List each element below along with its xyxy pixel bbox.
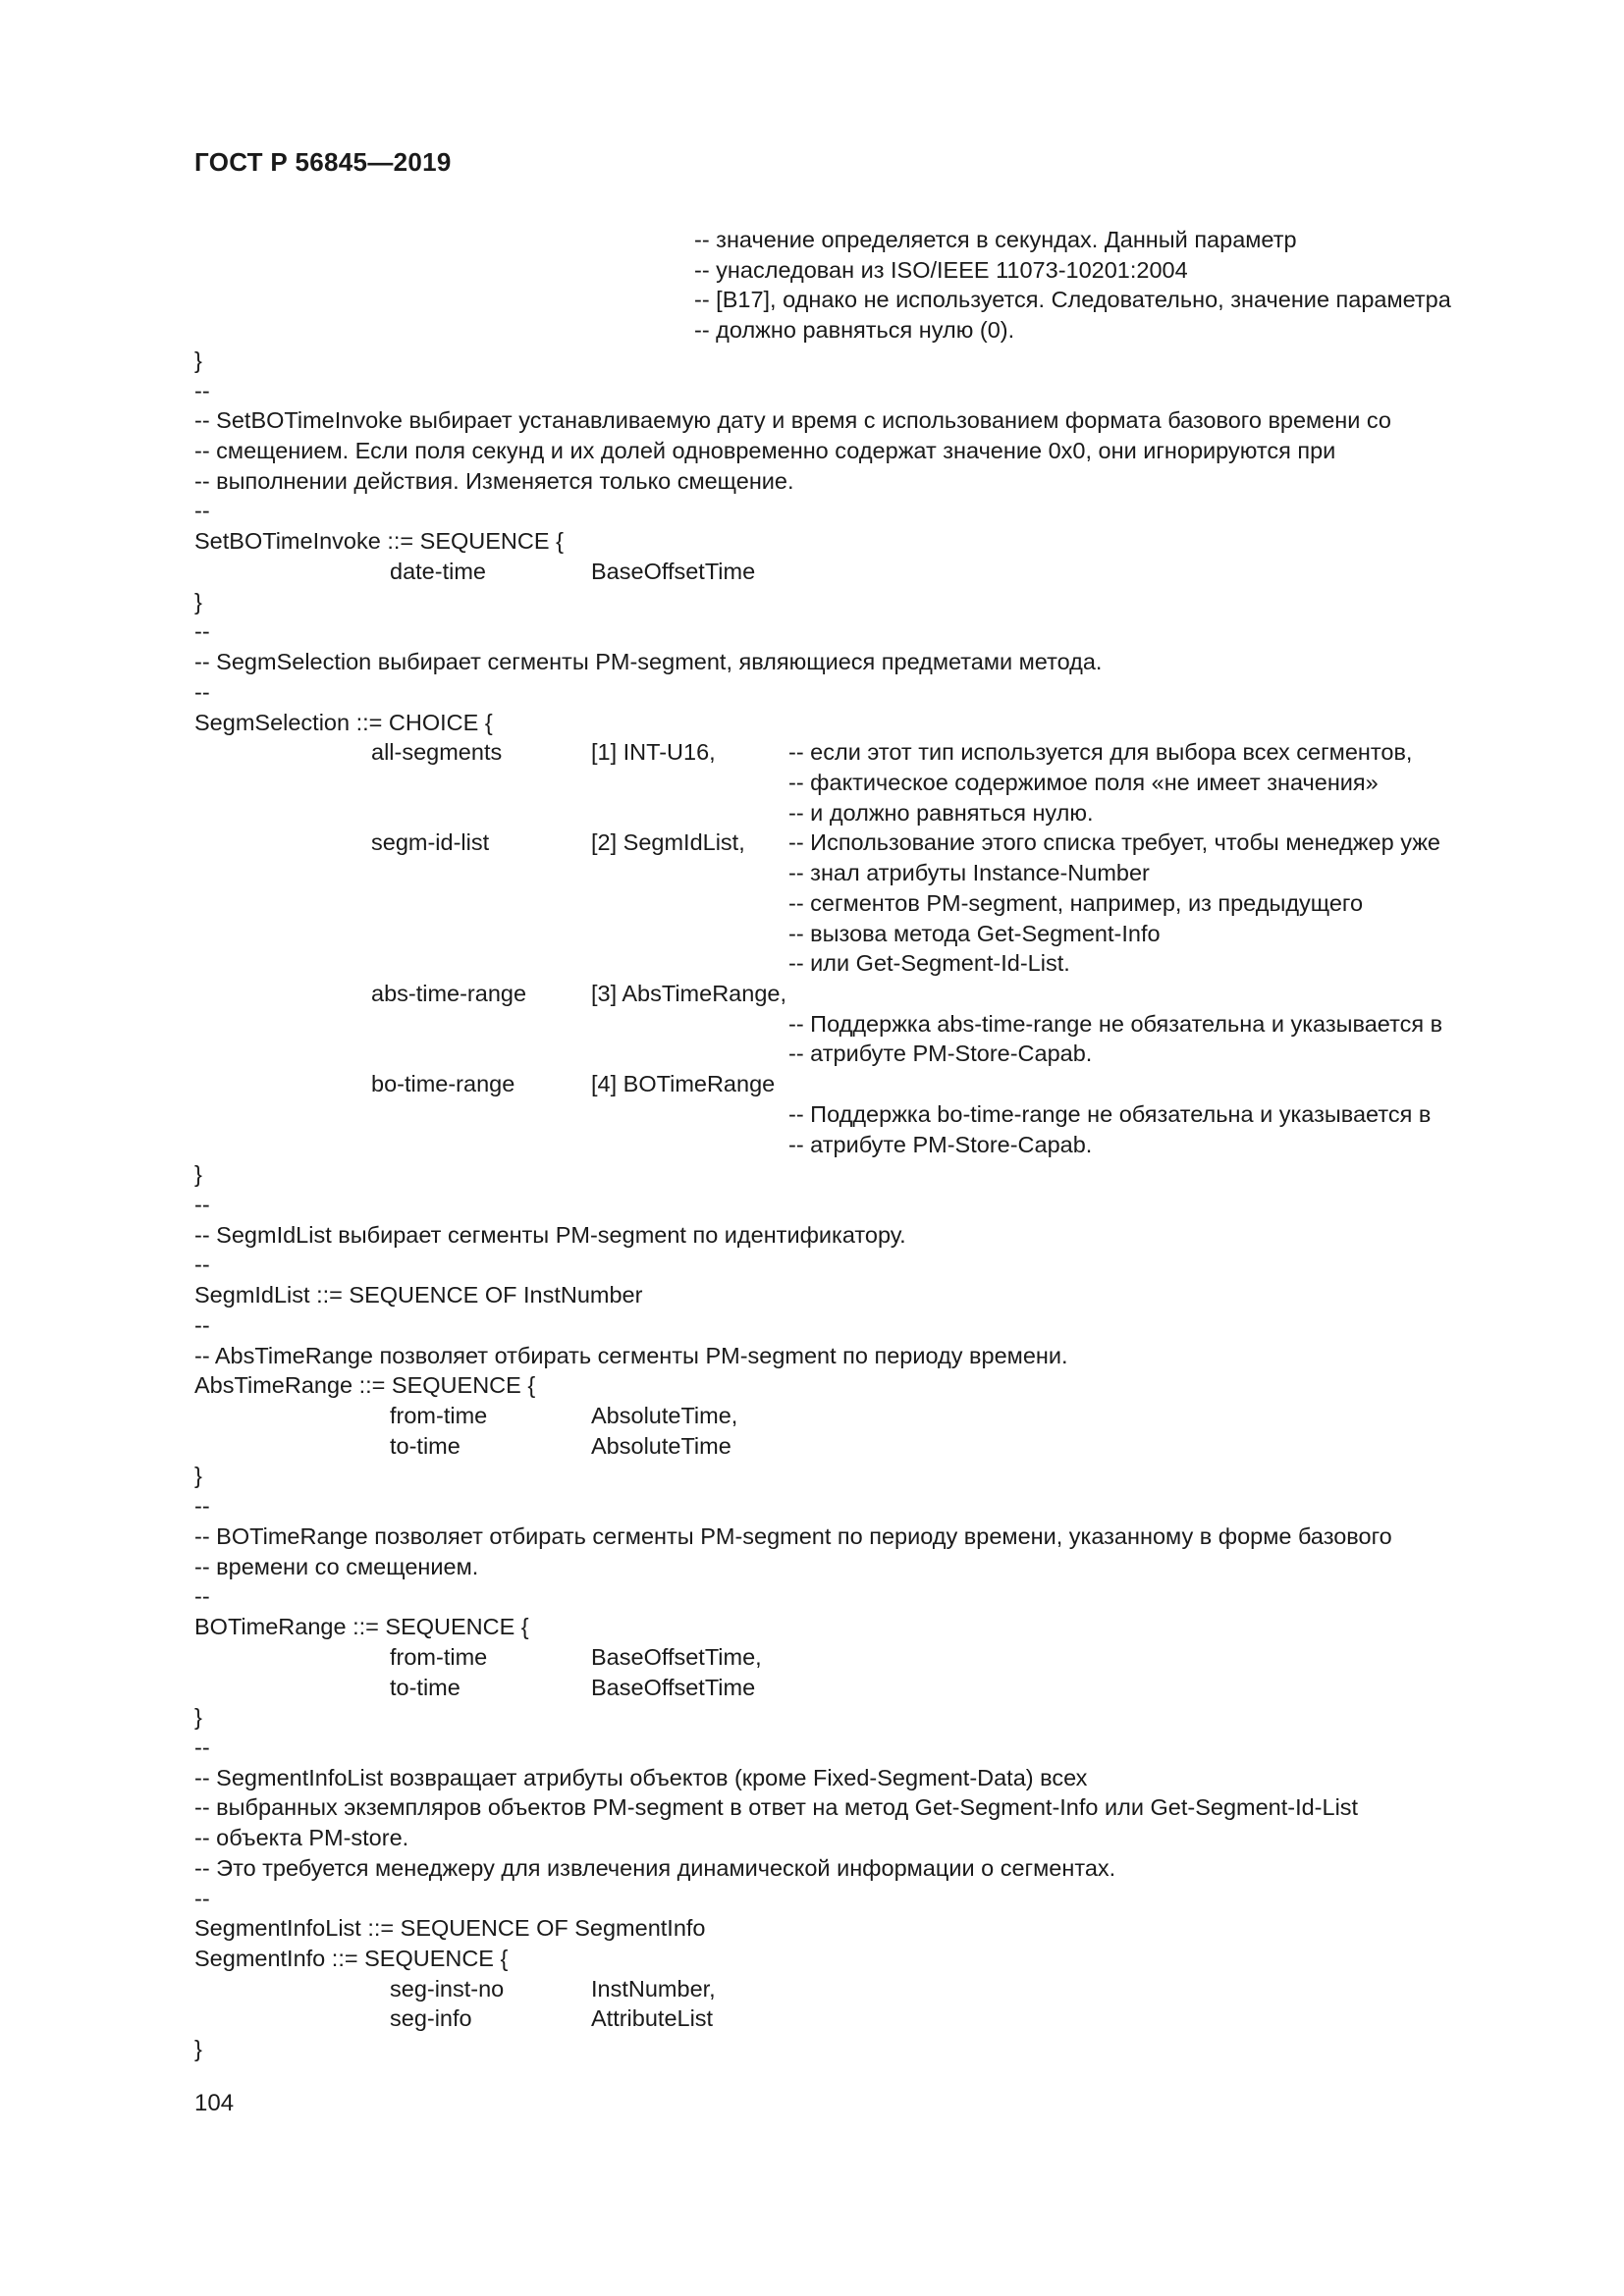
code-line-segment: -- SetBOTimeInvoke выбирает устанавливаемую дату и время с использованием формата базового времени со xyxy=(194,407,1392,434)
code-line xyxy=(0,1250,1624,1280)
code-line-segment: [1] INT-U16, xyxy=(591,739,716,766)
code-line xyxy=(0,315,1624,346)
code-line-segment: -- Это требуется менеджеру для извлечения динамической информации о сегментах. xyxy=(194,1854,1116,1881)
code-line-segment: -- xyxy=(194,1493,210,1520)
code-line xyxy=(0,919,1624,949)
code-line xyxy=(0,1341,1624,1371)
code-line-segment: [4] BOTimeRange xyxy=(591,1071,776,1097)
code-line xyxy=(0,708,1624,738)
code-line xyxy=(0,616,1624,647)
code-line xyxy=(0,285,1624,315)
code-line xyxy=(0,587,1624,617)
code-line xyxy=(0,1612,1624,1642)
code-line-segment: -- атрибуте PM-Store-Capab. xyxy=(788,1041,1093,1067)
code-line xyxy=(0,255,1624,286)
code-line xyxy=(0,1913,1624,1944)
code-line-segment: -- фактическое содержимое поля «не имеет значения» xyxy=(788,769,1379,795)
code-line xyxy=(0,1280,1624,1310)
code-line-segment: BaseOffsetTime xyxy=(591,558,756,584)
code-line xyxy=(0,376,1624,406)
code-line xyxy=(0,1310,1624,1341)
code-line xyxy=(0,1190,1624,1220)
code-line-segment: -- Поддержка bo-time-range не обязательна и указывается в xyxy=(788,1100,1432,1127)
code-line-segment: AbsoluteTime xyxy=(591,1432,731,1459)
code-line xyxy=(0,1702,1624,1733)
code-line xyxy=(0,1069,1624,1099)
code-line xyxy=(0,2003,1624,2034)
code-line-segment: -- значение определяется в секундах. Данный параметр xyxy=(694,227,1297,252)
code-line xyxy=(0,1581,1624,1612)
code-line-segment: SegmentInfo ::= SEQUENCE { xyxy=(194,1945,509,1971)
code-line-segment: -- [B17], однако не используется. Следовательно, значение параметра xyxy=(694,287,1451,313)
code-line-segment: all-segments xyxy=(371,739,503,766)
code-line xyxy=(0,1159,1624,1190)
code-line-segment: -- xyxy=(194,678,210,705)
code-line-segment: seg-inst-no xyxy=(390,1975,505,2002)
code-line-segment: -- если этот тип используется для выбора всех сегментов, xyxy=(788,739,1413,766)
code-line xyxy=(0,526,1624,557)
code-line-segment: -- xyxy=(194,1192,210,1217)
code-line-segment: abs-time-range xyxy=(371,980,527,1006)
code-line-segment: -- xyxy=(194,1583,210,1610)
code-line-segment: -- должно равняться нулю (0). xyxy=(694,317,1015,344)
document-header: ГОСТ Р 56845—2019 xyxy=(194,147,452,177)
code-line-segment: AttributeList xyxy=(591,2005,714,2032)
code-line-segment: segm-id-list xyxy=(371,829,490,856)
code-line-segment: date-time xyxy=(390,558,486,584)
code-line-segment: bo-time-range xyxy=(371,1071,515,1097)
code-line xyxy=(0,1853,1624,1884)
code-line-segment: from-time xyxy=(390,1403,488,1429)
code-line xyxy=(0,677,1624,708)
code-line xyxy=(0,1763,1624,1793)
code-line-segment: -- SegmentInfoList возвращает атрибуты объектов (кроме Fixed-Segment-Data) всех xyxy=(194,1764,1088,1790)
code-line xyxy=(0,1099,1624,1130)
code-line xyxy=(0,888,1624,919)
code-line-segment: } xyxy=(194,2036,202,2062)
code-line-segment: -- смещением. Если поля секунд и их долей одновременно содержат значение 0х0, они игнорируются при xyxy=(194,438,1336,464)
code-line xyxy=(0,1733,1624,1763)
code-line xyxy=(0,496,1624,526)
code-line-segment: AbsoluteTime, xyxy=(591,1403,738,1429)
code-line-segment: -- сегментов PM-segment, например, из предыдущего xyxy=(788,889,1364,916)
code-line-segment: -- SegmIdList выбирает сегменты PM-segment по идентификатору. xyxy=(194,1221,906,1248)
code-line xyxy=(0,647,1624,677)
code-line-segment: -- xyxy=(194,498,210,524)
code-line-segment: SegmIdList ::= SEQUENCE OF InstNumber xyxy=(194,1282,643,1308)
page-number: 104 xyxy=(194,2090,235,2116)
asn1-code-listing xyxy=(0,225,1624,2064)
code-line-segment: -- SegmSelection выбирает сегменты PM-segment, являющиеся предметами метода. xyxy=(194,649,1103,675)
code-line-segment: -- BOTimeRange позволяет отбирать сегменты PM-segment по периоду времени, указанному в форме базового xyxy=(194,1522,1392,1549)
code-line xyxy=(0,1039,1624,1069)
code-line xyxy=(0,828,1624,858)
code-line-segment: } xyxy=(194,1704,202,1731)
code-line xyxy=(0,1130,1624,1160)
code-line xyxy=(0,1220,1624,1251)
code-line-segment: -- xyxy=(194,1885,210,1911)
code-line xyxy=(0,768,1624,798)
code-line-segment: InstNumber, xyxy=(591,1975,716,2002)
code-line-segment: SegmSelection ::= CHOICE { xyxy=(194,709,493,735)
code-line-segment: -- xyxy=(194,1311,210,1338)
code-line-segment: [3] AbsTimeRange, xyxy=(591,980,786,1006)
code-line xyxy=(0,1974,1624,2004)
code-line-segment: -- xyxy=(194,377,210,403)
code-line xyxy=(0,466,1624,497)
code-line-segment: -- объекта PM-store. xyxy=(194,1825,409,1851)
code-line xyxy=(0,858,1624,888)
code-line xyxy=(0,1823,1624,1853)
code-line xyxy=(0,2034,1624,2064)
code-line-segment: SegmentInfoList ::= SEQUENCE OF SegmentInfo xyxy=(194,1915,706,1942)
code-line-segment: -- унаследован из ISO/IEEE 11073-10201:2004 xyxy=(694,256,1188,283)
code-line xyxy=(0,979,1624,1009)
code-line-segment: -- или Get-Segment-Id-List. xyxy=(788,950,1070,977)
code-line-segment: to-time xyxy=(390,1674,460,1700)
code-line xyxy=(0,346,1624,376)
code-line-segment: } xyxy=(194,347,202,373)
code-line xyxy=(0,798,1624,828)
code-line xyxy=(0,1370,1624,1401)
code-line-segment: BOTimeRange ::= SEQUENCE { xyxy=(194,1614,529,1640)
code-line-segment: AbsTimeRange ::= SEQUENCE { xyxy=(194,1372,536,1399)
code-line xyxy=(0,1673,1624,1703)
code-line-segment: -- и должно равняться нулю. xyxy=(788,799,1094,826)
code-line xyxy=(0,948,1624,979)
code-line-segment: seg-info xyxy=(390,2005,472,2032)
code-line-segment: SetBOTimeInvoke ::= SEQUENCE { xyxy=(194,528,564,555)
code-line-segment: } xyxy=(194,1161,202,1188)
code-line-segment: -- времени со смещением. xyxy=(194,1553,479,1579)
code-line-segment: -- xyxy=(194,1734,210,1760)
code-line-segment: BaseOffsetTime xyxy=(591,1674,756,1700)
code-line xyxy=(0,1552,1624,1582)
code-line-segment: -- выбранных экземпляров объектов PM-segment в ответ на метод Get-Segment-Info или Get-Segment-Id-List xyxy=(194,1794,1359,1821)
code-line xyxy=(0,1642,1624,1673)
code-line-segment: -- знал атрибуты Instance-Number xyxy=(788,860,1150,886)
code-line xyxy=(0,1401,1624,1431)
code-line-segment: to-time xyxy=(390,1432,460,1459)
code-line xyxy=(0,557,1624,587)
code-line-segment: -- xyxy=(194,618,210,645)
code-line-segment: -- выполнении действия. Изменяется только смещение. xyxy=(194,467,794,494)
code-line xyxy=(0,1461,1624,1491)
code-line xyxy=(0,1884,1624,1914)
code-line-segment: -- вызова метода Get-Segment-Info xyxy=(788,920,1161,946)
code-line-segment: [2] SegmIdList, xyxy=(591,829,745,856)
code-line xyxy=(0,405,1624,436)
code-line-segment: -- xyxy=(194,1252,210,1278)
code-line xyxy=(0,1522,1624,1552)
code-line-segment: BaseOffsetTime, xyxy=(591,1643,762,1670)
code-line xyxy=(0,1009,1624,1040)
code-line-segment: } xyxy=(194,588,202,614)
code-line-segment: } xyxy=(194,1463,202,1489)
code-line xyxy=(0,1431,1624,1462)
code-line-segment: -- Поддержка abs-time-range не обязательна и указывается в xyxy=(788,1010,1443,1037)
code-line-segment: -- Использование этого списка требует, чтобы менеджер уже xyxy=(788,829,1441,856)
code-line-segment: -- AbsTimeRange позволяет отбирать сегменты PM-segment по периоду времени. xyxy=(194,1342,1068,1368)
code-line xyxy=(0,225,1624,255)
code-line xyxy=(0,1944,1624,1974)
code-line xyxy=(0,737,1624,768)
code-line xyxy=(0,1491,1624,1522)
code-line-segment: -- атрибуте PM-Store-Capab. xyxy=(788,1131,1093,1157)
code-line xyxy=(0,436,1624,466)
code-line xyxy=(0,1792,1624,1823)
code-line-segment: from-time xyxy=(390,1643,488,1670)
